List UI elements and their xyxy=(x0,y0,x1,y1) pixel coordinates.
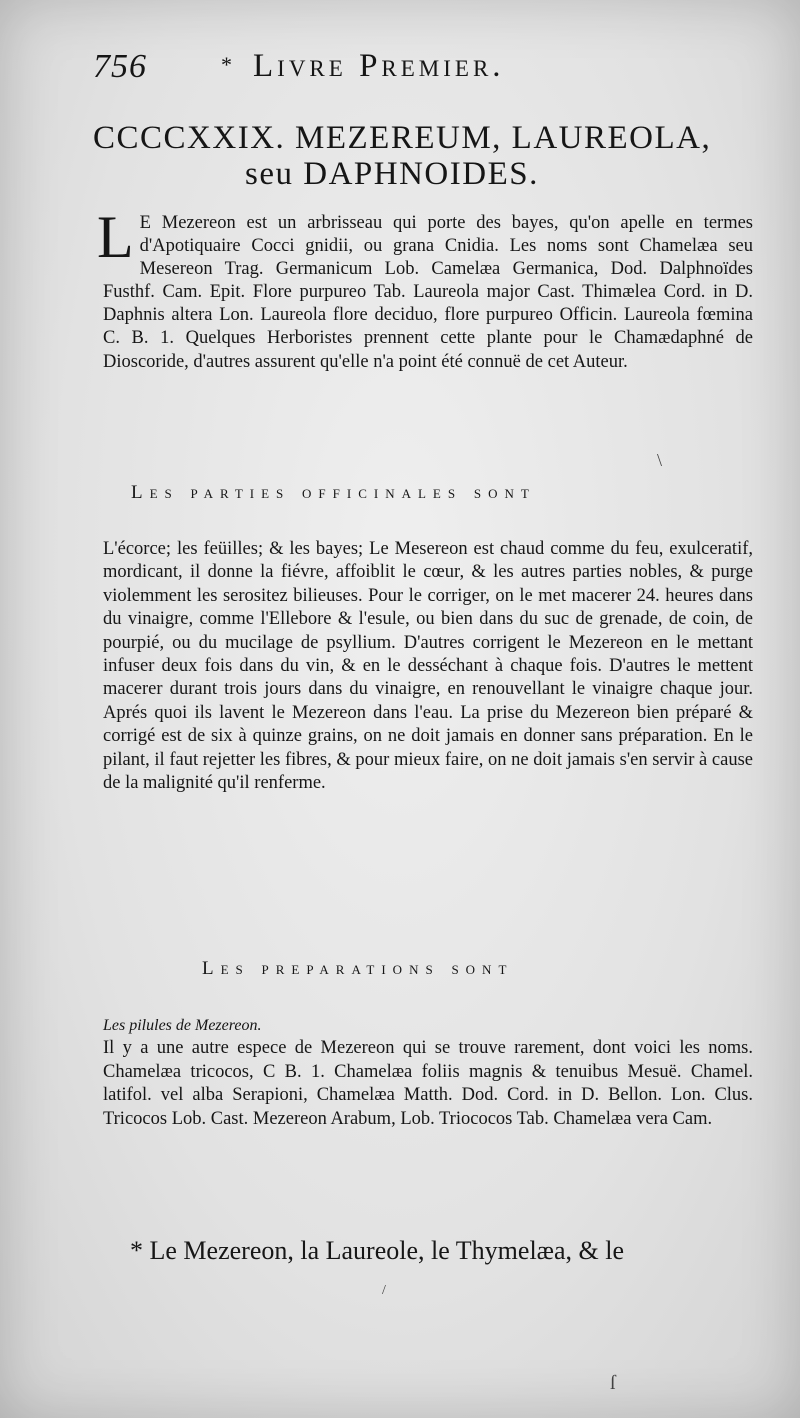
drop-cap: L xyxy=(97,204,134,270)
running-head xyxy=(93,48,733,98)
footnote-marker: * xyxy=(221,52,232,77)
ink-mark: \ xyxy=(657,450,663,470)
preparations-subhead: Les pilules de Mezereon. xyxy=(103,1017,262,1034)
chapter-title-line-2: seu DAPHNOIDES. xyxy=(245,156,539,192)
section-heading-preparations: Les preparations sont xyxy=(202,958,514,979)
ink-mark: ſ xyxy=(610,1372,616,1394)
officinales-paragraph: L'écorce; les feüilles; & les bayes; Le Mesereon est chaud comme du feu, exulceratif, mordicant, il donne la fiévre, affoiblit le cœur, & les autres parties nobles, & purge violemment les serositez bilieuses. Pour le corriger, on le met macerer 24. heures dans du vinaigre, comme l'Ellebore & l'esule, ou bien dans du suc de grenade, de coin, de pourpié, ou du mucilage de psyllium. D'autres corrigent le Mezereon en le mettant infuser deux fois dans du vin, & en le desséchant à chaque fois. D'autres le mettent macerer durant trois jours dans du vinaigre, en renouvellant le vinaigre chaque jour. Aprés quoi ils lavent le Mezereon dans l'eau. La prise du Mezereon bien préparé & corrigé est de six à quinze grains, on ne doit jamais en donner sans préparation. En le pilant, il faut rejetter les fibres, & pour mieux faire, on ne doit jamais s'en servir à cause de la malignité qu'il renferme. xyxy=(103,539,753,794)
ink-mark: / xyxy=(382,1283,386,1298)
catchword: * Le Mezereon, la Laureole, le Thymelæa, & le xyxy=(130,1236,625,1265)
preparations-paragraph xyxy=(103,1014,753,1131)
preparations-text: Il y a une autre espece de Mezereon qui se trouve rarement, dont voici les noms. Chamelæa tricocos, C B. 1. Chamelæa foliis magnis & tenuibus Mesuë. Chamel. latifol. vel alba Serapioni, Chamelæa Matth. Dod. Cord. in D. Bellon. Lon. Clus. Tricocos Lob. Cast. Mezereon Arabum, Lob. Triococos Tab. Chamelæa vera Cam. xyxy=(103,1038,753,1129)
chapter-title xyxy=(93,120,773,192)
running-title: Livre Premier. xyxy=(253,48,505,84)
section-heading-officinales: Les parties officinales sont xyxy=(131,482,536,503)
page-number: 756 xyxy=(93,48,147,85)
intro-text: E Mezereon est un arbrisseau qui porte des bayes, qu'on apelle en termes d'Apotiquaire Cocci gnidii, ou grana Cnidia. Les noms sont Chamelæa seu Mesereon Trag. Germanicum Lob. Camelæa Germanica, Dod. Dalphnoïdes Fusthf. Cam. Epit. Flore purpureo Tab. Laureola major Cast. Thimælea Cord. in D. Daphnis altera Lon. Laureola flore deciduo, flore purpureo Officin. Laureola fœmina C. B. 1. Quelques Herboristes prennent cette plante pour le Chamædaphné de Dioscoride, d'autres assurent qu'elle n'a point été connuë de cet Auteur. xyxy=(103,213,753,372)
chapter-title-line-1: CCCCXXIX. MEZEREUM, LAUREOLA, xyxy=(93,120,712,156)
intro-paragraph xyxy=(97,204,753,374)
